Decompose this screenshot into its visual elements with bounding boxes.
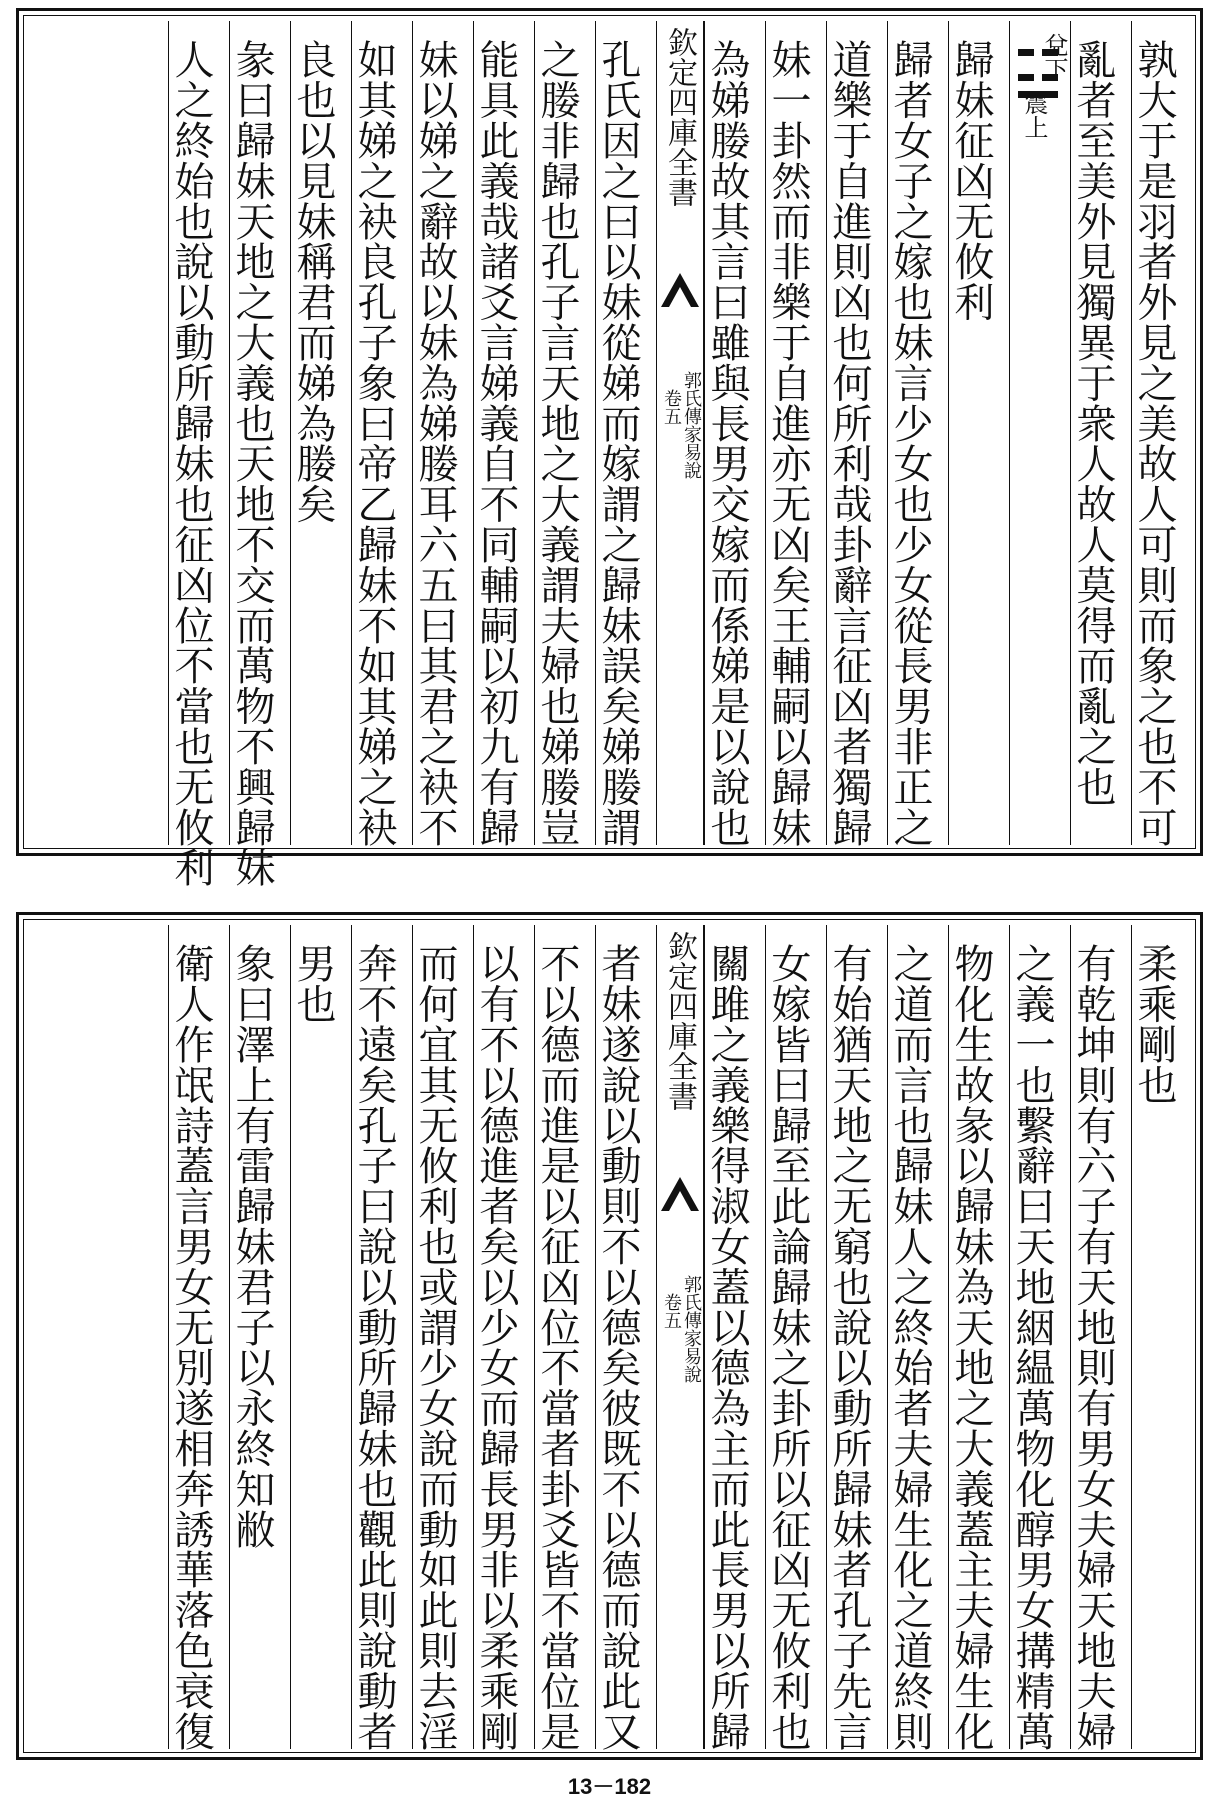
text-column xyxy=(168,21,229,888)
text-column xyxy=(290,21,351,845)
text-column xyxy=(704,925,765,1749)
book-title: 郭氏傳家易說 xyxy=(681,371,702,479)
text-column xyxy=(412,925,473,1749)
column-text: 彖曰歸妹天地之大義也天地不交而萬物不興歸妹 xyxy=(229,39,275,888)
text-column xyxy=(473,925,534,1749)
lower-page xyxy=(16,912,1203,1760)
column-text: 良也以見妹稱君而娣為媵矣 xyxy=(290,39,336,524)
volume-label: 卷五 xyxy=(661,1293,682,1329)
text-column xyxy=(765,21,826,845)
text-column xyxy=(595,21,656,845)
column-text: 為娣媵故其言曰雖與長男交嫁而係娣是以說也 xyxy=(704,39,750,847)
column-text: 之義一也繫辭曰天地絪緼萬物化醇男女搆精萬 xyxy=(1009,943,1055,1751)
text-column xyxy=(534,21,595,845)
column-text: 之媵非歸也孔子言天地之大義謂夫婦也娣媵豈 xyxy=(534,39,580,847)
text-column xyxy=(704,21,765,845)
text-column xyxy=(290,925,351,1749)
text-column xyxy=(826,21,887,845)
upper-page xyxy=(16,8,1203,888)
text-column xyxy=(948,925,1009,1749)
center-fold xyxy=(656,21,704,845)
page-number: 13－182 xyxy=(567,1774,652,1799)
column-text: 象曰澤上有雷歸妹君子以永終知敝 xyxy=(229,943,275,1549)
column-text: 妹以娣之辭故以妹為娣媵耳六五曰其君之袂不 xyxy=(412,39,458,847)
column-text: 男也 xyxy=(290,943,336,1024)
column-text: 歸者女子之嫁也妹言少女也少女從長男非正之 xyxy=(887,39,933,847)
text-column xyxy=(229,21,290,888)
text-column xyxy=(1070,925,1131,1749)
column-text: 柔乘剛也 xyxy=(1131,943,1177,1105)
column-text: 奔不遠矣孔子曰說以動所歸妹也觀此則說動者 xyxy=(351,943,397,1751)
text-column xyxy=(473,21,534,845)
text-column xyxy=(351,925,412,1749)
volume-label: 卷五 xyxy=(661,389,682,425)
column-text: 妹一卦然而非樂于自進亦无凶矣王輔嗣以歸妹 xyxy=(765,39,811,847)
center-fold xyxy=(656,925,704,1749)
column-text: 人之終始也說以動所歸妹也征凶位不當也无攸利 xyxy=(168,39,214,888)
column-text: 之道而言也歸妹人之終始者夫婦生化之道終則 xyxy=(887,943,933,1751)
text-column xyxy=(168,925,229,1749)
text-column xyxy=(765,925,826,1749)
text-column xyxy=(948,21,1009,845)
hexagram-judgment: 歸妹征凶无攸利 xyxy=(948,39,994,322)
text-column xyxy=(412,21,473,845)
column-text: 物化生故彖以歸妹為天地之大義蓋主夫婦生化 xyxy=(948,943,994,1751)
column-text: 亂者至美外見獨異于衆人故人莫得而亂之也 xyxy=(1070,39,1116,807)
column-text: 衛人作氓詩蓋言男女无別遂相奔誘華落色衰復 xyxy=(168,943,214,1751)
column-text: 如其娣之袂良孔子象曰帝乙歸妹不如其娣之袂 xyxy=(351,39,397,847)
text-column xyxy=(887,925,948,1749)
column-text: 以有不以德進者矣以少女而歸長男非以柔乘剛 xyxy=(473,943,519,1751)
text-column xyxy=(534,925,595,1749)
text-column xyxy=(1009,925,1070,1749)
column-text: 而何宜其无攸利也或謂少女說而動如此則去淫 xyxy=(412,943,458,1751)
column-text: 不以德而進是以征凶位不當者卦爻皆不當位是 xyxy=(534,943,580,1751)
column-text: 者妹遂說以動則不以德矣彼既不以德而說此又 xyxy=(595,943,641,1751)
text-column xyxy=(887,21,948,845)
text-column xyxy=(229,925,290,1749)
trigram-upper: 震上 xyxy=(1020,91,1048,139)
column-text: 能具此義哉諸爻言娣義自不同輔嗣以初九有歸 xyxy=(473,39,519,847)
column-text: 有乾坤則有六子有天地則有男女夫婦天地夫婦 xyxy=(1070,943,1116,1751)
hexagram-column xyxy=(1009,21,1070,845)
text-column xyxy=(1131,21,1192,845)
column-text: 孰大于是羽者外見之美故人可則而象之也不可 xyxy=(1131,39,1177,847)
text-column xyxy=(595,925,656,1749)
text-column xyxy=(351,21,412,845)
upper-columns xyxy=(27,21,1192,888)
text-column xyxy=(1131,925,1192,1749)
library-title: 欽定四庫全書 xyxy=(662,931,697,1111)
column-text: 關雎之義樂得淑女蓋以德為主而此長男以所歸 xyxy=(704,943,750,1751)
fish-tail-mark-icon xyxy=(661,267,699,307)
column-text: 女嫁皆曰歸至此論歸妹之卦所以征凶无攸利也 xyxy=(765,943,811,1751)
lower-columns xyxy=(27,925,1192,1749)
fish-tail-mark-icon xyxy=(661,1171,699,1211)
column-text: 孔氏因之曰以妹從娣而嫁謂之歸妹誤矣娣媵謂 xyxy=(595,39,641,847)
column-text: 道樂于自進則凶也何所利哉卦辭言征凶者獨歸 xyxy=(826,39,872,847)
trigram-lower: 兌下 xyxy=(1040,33,1068,81)
column-text: 有始猶天地之无窮也說以動所歸妹者孔子先言 xyxy=(826,943,872,1751)
book-title: 郭氏傳家易說 xyxy=(681,1275,702,1383)
library-title: 欽定四庫全書 xyxy=(662,27,697,207)
text-column xyxy=(826,925,887,1749)
text-column xyxy=(1070,21,1131,845)
